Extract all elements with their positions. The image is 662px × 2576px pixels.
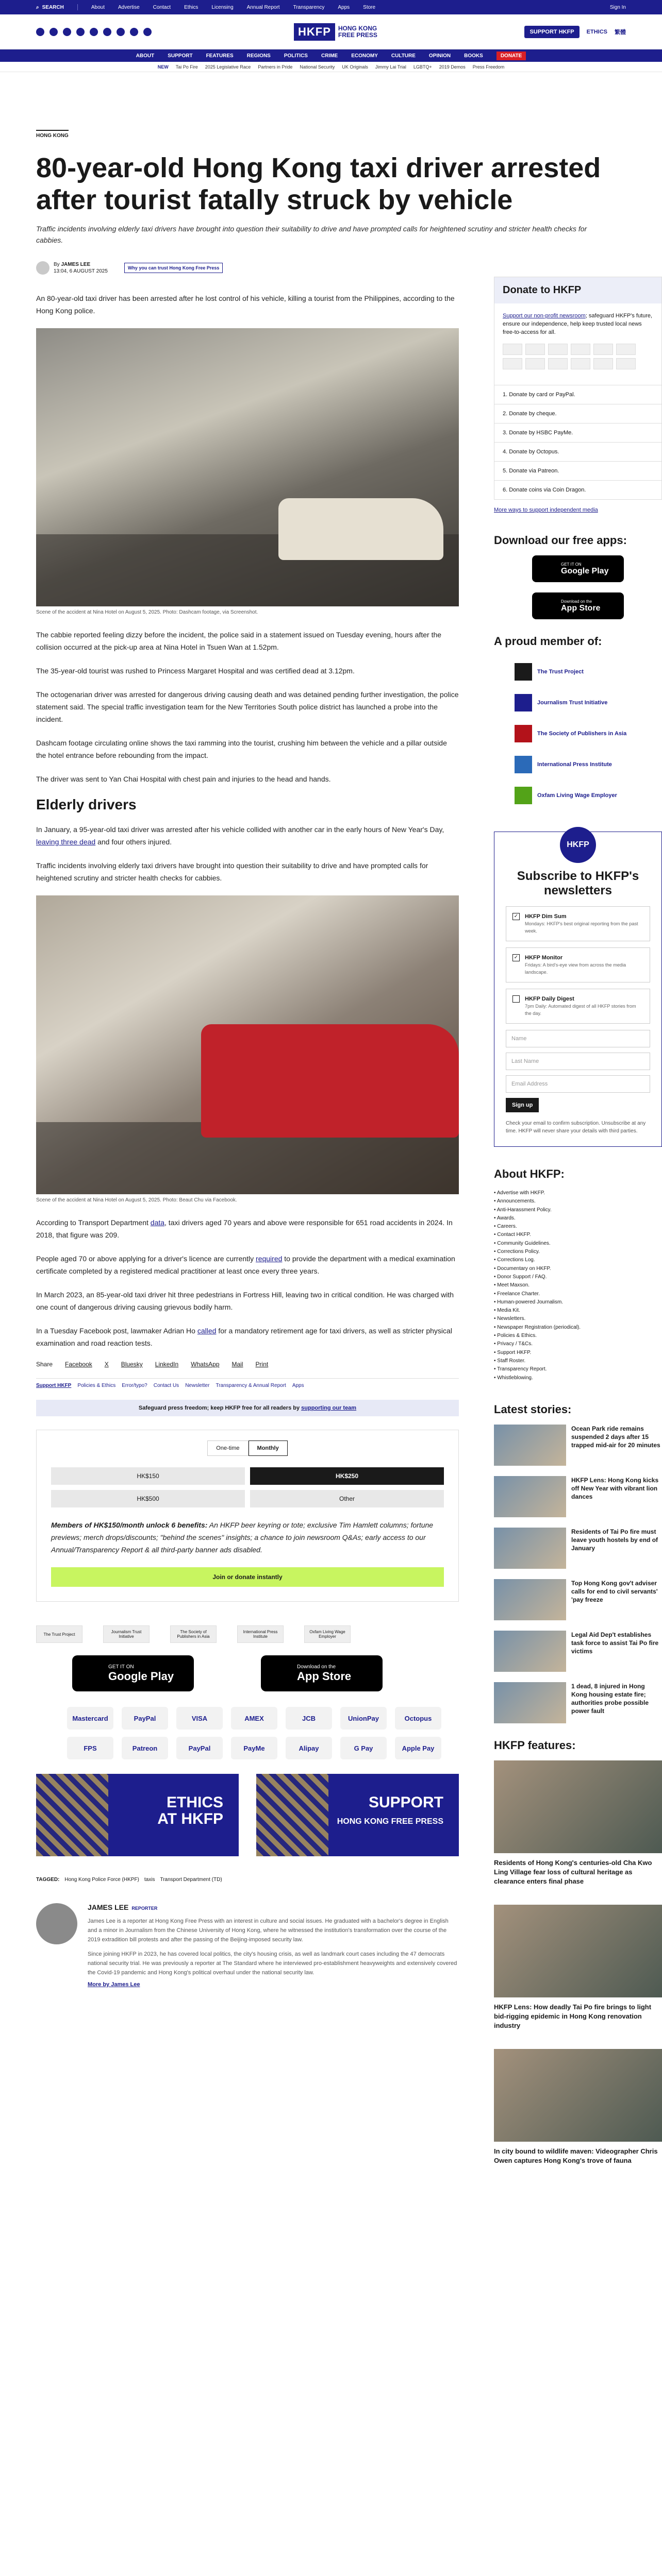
payment-methods xyxy=(67,1707,459,1759)
donate-option[interactable]: 1. Donate by card or PayPal. xyxy=(494,385,661,404)
first-name-input[interactable]: Name xyxy=(506,1030,650,1047)
about-link[interactable]: • Support HKFP. xyxy=(494,1349,662,1357)
amount-option-selected[interactable]: HK$250 xyxy=(250,1467,444,1485)
about-link[interactable]: • Careers. xyxy=(494,1223,662,1231)
author-bio xyxy=(36,1903,459,1988)
utility-bar xyxy=(0,0,662,14)
latest-title: Latest stories: xyxy=(494,1402,572,1416)
feature-story[interactable]: Residents of Hong Kong's centuries-old Cha Kwo Ling Village fear loss of cultural heritage as clearance enters final phase xyxy=(494,1760,662,1886)
trending-bar xyxy=(0,62,662,72)
amount-option[interactable]: HK$150 xyxy=(51,1467,245,1485)
nav-support[interactable]: SUPPORT xyxy=(168,53,193,59)
share-facebook[interactable]: Facebook xyxy=(65,1361,92,1368)
google-play-button[interactable]: GET IT ON Google Play xyxy=(532,555,624,582)
support-hkfp-link[interactable]: Support HKFP xyxy=(36,1383,72,1388)
nav-opinion[interactable]: OPINION xyxy=(428,53,451,59)
amount-option[interactable]: Other xyxy=(250,1490,444,1507)
feature-story[interactable]: In city bound to wildlife maven: Videographer Chris Owen captures Hong Kong's trove of fauna xyxy=(494,2049,662,2165)
threads-icon[interactable] xyxy=(76,28,85,36)
member-logo[interactable]: Oxfam Living Wage Employer xyxy=(494,780,662,811)
article-title: 80-year-old Hong Kong taxi driver arrested after tourist fatally struck by vehicle xyxy=(36,152,601,215)
donate-option[interactable]: 5. Donate via Patreon. xyxy=(494,461,661,480)
nav-economy[interactable]: ECONOMY xyxy=(351,53,378,59)
trust-link[interactable]: Why you can trust Hong Kong Free Press xyxy=(124,263,223,273)
site-logo[interactable]: HKFP HONG KONG FREE PRESS xyxy=(294,23,377,41)
checkbox[interactable] xyxy=(512,995,520,1003)
about-link[interactable]: • Anti-Harassment Policy. xyxy=(494,1206,662,1214)
member-logo[interactable]: The Society of Publishers in Asia xyxy=(494,718,662,749)
octopus-icon: Octopus xyxy=(395,1707,441,1730)
newsletter-option[interactable]: ✓ HKFP Dim Sum Mondays: HKFP's best original reporting from the past week. xyxy=(506,906,650,941)
newsletter-title: Subscribe to HKFP's newsletters xyxy=(517,869,639,897)
feature-image xyxy=(494,2049,662,2142)
section-heading: Elderly drivers xyxy=(36,796,137,812)
payme-icon: PayMe xyxy=(231,1737,277,1759)
nonprofit-link[interactable]: Support our non-profit newsroom xyxy=(503,313,586,319)
article-photo xyxy=(36,895,459,1194)
member-title: A proud member of: xyxy=(494,635,602,648)
footer-link[interactable]: Transparency & Annual Report xyxy=(216,1383,286,1388)
sign-in-link[interactable]: Sign In xyxy=(609,4,626,10)
latest-story[interactable]: Top Hong Kong gov't adviser calls for end to civil servants' 'pay freeze xyxy=(494,1579,662,1620)
story-thumbnail xyxy=(494,1476,566,1517)
topbar-link-transparency[interactable]: Transparency xyxy=(293,4,325,10)
photo-caption: Scene of the accident at Nina Hotel on August 5, 2025. Photo: Beaut Chu via Facebook. xyxy=(36,1197,237,1203)
trending-item[interactable]: Tai Po Fire xyxy=(175,64,198,70)
paragraph: In March 2023, an 85-year-old taxi driver hit three pedestrians in Fortress Hill, leaving two in critical condition. He was charged with one count of dangerous driving causing grievous bodily harm. xyxy=(36,1291,454,1311)
patreon-icon: Patreon xyxy=(122,1737,168,1759)
nav-donate[interactable]: DONATE xyxy=(496,52,526,60)
story-thumbnail xyxy=(494,1579,566,1620)
more-by-author-link[interactable]: More by James Lee xyxy=(88,1981,140,1988)
share-print[interactable]: Print xyxy=(255,1361,269,1368)
site-header xyxy=(0,14,662,49)
trending-item[interactable]: National Security xyxy=(300,64,335,70)
about-link[interactable]: • Community Guidelines. xyxy=(494,1240,662,1248)
tags-label: TAGGED: xyxy=(36,1877,60,1883)
byline: By JAMES LEE 13:04, 6 AUGUST 2025 Why you can trust Hong Kong Free Press xyxy=(36,261,626,275)
app-store-button[interactable]: Download on the App Store xyxy=(532,592,624,619)
one-time-option[interactable]: One-time xyxy=(207,1440,248,1456)
author-photo xyxy=(36,1903,77,1944)
paragraph: People aged 70 or above applying for a driver's licence are currently required to provide the department with a medical examination certificate completed by a registered medical practitioner at least once every three years. xyxy=(36,1255,455,1275)
about-link[interactable]: • Newsletters. xyxy=(494,1315,662,1323)
amount-option[interactable]: HK$500 xyxy=(51,1490,245,1507)
story-thumbnail xyxy=(494,1528,566,1569)
card-logos xyxy=(503,344,653,369)
facebook-icon[interactable] xyxy=(36,28,44,36)
about-link[interactable]: • Donor Support / FAQ. xyxy=(494,1273,662,1281)
divider xyxy=(77,4,78,10)
category-kicker[interactable]: HONG KONG xyxy=(36,130,69,139)
donate-widget xyxy=(36,1430,459,1602)
share-label: Share xyxy=(36,1361,53,1368)
nav-books[interactable]: BOOKS xyxy=(464,53,483,59)
latest-story[interactable]: Ocean Park ride remains suspended 2 days after 15 trapped mid-air for 20 minutes xyxy=(494,1425,662,1466)
author-name: JAMES LEE xyxy=(88,1903,129,1911)
about-link[interactable]: • Awards. xyxy=(494,1214,662,1223)
topbar-link-advertise[interactable]: Advertise xyxy=(118,4,140,10)
nav-regions[interactable]: REGIONS xyxy=(246,53,271,59)
about-link[interactable]: • Newspaper Registration (periodical). xyxy=(494,1324,662,1332)
more-ways-link[interactable]: More ways to support independent media xyxy=(494,507,598,513)
ethics-banner[interactable]: ETHICS AT HKFP xyxy=(36,1774,239,1856)
publish-date: 13:04, 6 AUGUST 2025 xyxy=(54,268,108,274)
topbar-link-licensing[interactable]: Licensing xyxy=(211,4,234,10)
donate-option[interactable]: 6. Donate coins via Coin Dragon. xyxy=(494,480,661,499)
trending-item[interactable]: Partners in Pride xyxy=(258,64,293,70)
donate-option[interactable]: 3. Donate by HSBC PayMe. xyxy=(494,423,661,442)
topbar-link-annual-report[interactable]: Annual Report xyxy=(246,4,280,10)
share-linkedin[interactable]: LinkedIn xyxy=(155,1361,179,1368)
latest-story[interactable]: Residents of Tai Po fire must leave youth hostels by end of January xyxy=(494,1528,662,1569)
search-icon: ⌕ xyxy=(36,4,39,10)
bluesky-icon[interactable] xyxy=(103,28,111,36)
share-bluesky[interactable]: Bluesky xyxy=(121,1361,143,1368)
apple-pay-icon: Apple Pay xyxy=(395,1737,441,1759)
topbar-link-contact[interactable]: Contact xyxy=(153,4,171,10)
feature-image xyxy=(494,1905,662,1997)
tag-link[interactable]: Transport Department (TD) xyxy=(160,1877,222,1883)
google-pay-icon: G Pay xyxy=(340,1737,387,1759)
last-name-input[interactable]: Last Name xyxy=(506,1053,650,1070)
promo-banners xyxy=(36,1774,459,1856)
telegram-icon[interactable] xyxy=(130,28,138,36)
linkedin-icon[interactable] xyxy=(117,28,125,36)
footer-link[interactable]: Apps xyxy=(292,1383,304,1388)
footer-link[interactable]: Policies & Ethics xyxy=(77,1383,116,1388)
trending-item[interactable]: Jimmy Lai Trial xyxy=(375,64,406,70)
badge-jti[interactable]: Journalism Trust Initiative xyxy=(103,1625,150,1643)
about-link[interactable]: • Staff Roster. xyxy=(494,1357,662,1365)
hkfp-logo: HKFP xyxy=(560,827,596,863)
features-title: HKFP features: xyxy=(494,1738,576,1752)
checkbox[interactable]: ✓ xyxy=(512,913,520,920)
inline-link[interactable]: called xyxy=(197,1327,217,1335)
about-link[interactable]: • Freelance Charter. xyxy=(494,1290,662,1298)
inline-link[interactable]: required xyxy=(256,1255,283,1263)
tag-link[interactable]: Hong Kong Police Force (HKPF) xyxy=(64,1877,139,1883)
alipay-icon: Alipay xyxy=(286,1737,332,1759)
badge-sopa[interactable]: The Society of Publishers in Asia xyxy=(170,1625,217,1643)
amex-icon: AMEX xyxy=(231,1707,277,1730)
app-store-buttons xyxy=(72,1655,459,1691)
mastodon-icon[interactable] xyxy=(143,28,152,36)
article-photo xyxy=(36,328,459,606)
donate-box: Donate to HKFP Support our non-profit newsroom; safeguard HKFP's future, ensure our independence, help keep trusted local news free-to-access for all. 1. Donate by card or PayPal. 2. Donate by cheque. 3. Donate by HSBC PayMe. 4. Donate by Octopus. 5. Donate via Patreon. 6. Donate coins via Coin Dragon. xyxy=(494,277,662,500)
about-link[interactable]: • Corrections Policy. xyxy=(494,1248,662,1256)
paragraph: The cabbie reported feeling dizzy before the incident, the police said in a statement issued on Tuesday evening, hours after the collision occurred at the pick-up area at Nina Hotel in Tsuen Wan at 1.52pm. xyxy=(36,631,442,651)
member-badges xyxy=(36,1625,459,1643)
member-logo[interactable]: The Trust Project xyxy=(494,656,662,687)
support-hkfp-button[interactable]: SUPPORT HKFP xyxy=(524,26,579,38)
about-link[interactable]: • Privacy / T&Cs. xyxy=(494,1340,662,1348)
amount-options xyxy=(51,1467,444,1507)
search-button[interactable]: ⌕ SEARCH xyxy=(36,4,64,10)
about-link[interactable]: • Documentary on HKFP. xyxy=(494,1265,662,1273)
about-links xyxy=(494,1189,662,1382)
paragraph: An 80-year-old taxi driver has been arrested after he lost control of his vehicle, killing a tourist from the Philippines, according to the Hong Kong police. xyxy=(36,294,455,315)
about-link[interactable]: • Whistleblowing. xyxy=(494,1374,662,1382)
share-whatsapp[interactable]: WhatsApp xyxy=(191,1361,220,1368)
instagram-icon[interactable] xyxy=(63,28,71,36)
paragraph: In January, a 95-year-old taxi driver was arrested after his vehicle collided with another car in the early hours of New Year's Day, leaving three dead and four others injured. xyxy=(36,825,444,846)
article-tags xyxy=(36,1877,459,1883)
share-mail[interactable]: Mail xyxy=(231,1361,243,1368)
support-team-link[interactable]: supporting our team xyxy=(301,1405,357,1411)
author-bio-text: Since joining HKFP in 2023, he has covered local politics, the city's housing crisis, as well as landmark court cases including the 47 democrats national security trial. He was previously a reporter at The Standard where he interviewed pro-establishment heavyweights and extensively covered the Covid-19 pandemic and Hong Kong's political overhaul under the national security law. xyxy=(88,1951,457,1976)
member-logo[interactable]: International Press Institute xyxy=(494,749,662,780)
story-thumbnail xyxy=(494,1425,566,1466)
trending-item[interactable]: 2019 Demos xyxy=(439,64,466,70)
inline-link[interactable]: leaving three dead xyxy=(36,838,96,846)
tag-link[interactable]: taxis xyxy=(144,1877,155,1883)
nav-features[interactable]: FEATURES xyxy=(206,53,234,59)
footer-link[interactable]: Contact Us xyxy=(153,1383,179,1388)
support-links xyxy=(36,1378,459,1388)
about-title: About HKFP: xyxy=(494,1167,565,1180)
sidebar xyxy=(494,284,662,2184)
paragraph: According to Transport Department data, taxi drivers aged 70 years and above were responsible for 651 road accidents in 2024. In 2018, that figure was 209. xyxy=(36,1218,453,1239)
topbar-link-ethics[interactable]: Ethics xyxy=(184,4,198,10)
visa-icon: VISA xyxy=(176,1707,223,1730)
monthly-option[interactable]: Monthly xyxy=(249,1440,288,1456)
badge-trust-project[interactable]: The Trust Project xyxy=(36,1625,82,1643)
paragraph: The driver was sent to Yan Chai Hospital with chest pain and injuries to the head and hands. xyxy=(36,775,331,783)
footer-link[interactable]: Newsletter xyxy=(185,1383,210,1388)
nav-crime[interactable]: CRIME xyxy=(321,53,338,59)
about-link[interactable]: • Advertise with HKFP. xyxy=(494,1189,662,1197)
donate-title: Donate to HKFP xyxy=(494,277,661,303)
feature-image xyxy=(494,1760,662,1853)
story-thumbnail xyxy=(494,1682,566,1723)
inline-link[interactable]: data xyxy=(150,1218,165,1227)
article-standfirst: Traffic incidents involving elderly taxi drivers have brought into question their suitability to drive and have prompted calls for heightened scrutiny and stricter health checks for cabbies. xyxy=(36,225,587,244)
feature-story[interactable]: HKFP Lens: How deadly Tai Po fire brings to light bid-rigging epidemic in Hong Kong renovation industry xyxy=(494,1905,662,2030)
about-link[interactable]: • Meet Maxson. xyxy=(494,1281,662,1290)
donate-option[interactable]: 4. Donate by Octopus. xyxy=(494,442,661,461)
donate-option[interactable]: 2. Donate by cheque. xyxy=(494,404,661,423)
email-input[interactable]: Email Address xyxy=(506,1075,650,1093)
support-banner[interactable]: SUPPORT HONG KONG FREE PRESS xyxy=(256,1774,459,1856)
footer-link[interactable]: Error/typo? xyxy=(122,1383,147,1388)
about-link[interactable]: • Transparency Report. xyxy=(494,1365,662,1374)
paragraph: Dashcam footage circulating online shows the taxi ramming into the tourist, crushing him between the vehicle and a pillar outside the hotel entrance before rebounding from the impact. xyxy=(36,739,447,759)
checkbox[interactable]: ✓ xyxy=(512,954,520,961)
trending-item[interactable]: 2025 Legislative Race xyxy=(205,64,251,70)
about-link[interactable]: • Contact HKFP. xyxy=(494,1231,662,1239)
paypal-icon: PayPal xyxy=(176,1737,223,1759)
about-link[interactable]: • Media Kit. xyxy=(494,1307,662,1315)
safeguard-banner: Safeguard press freedom; keep HKFP free for all readers by supporting our team xyxy=(36,1400,459,1416)
story-thumbnail xyxy=(494,1631,566,1672)
nav-politics[interactable]: POLITICS xyxy=(284,53,308,59)
topbar-link-apps[interactable]: Apps xyxy=(338,4,350,10)
ethics-link[interactable]: ETHICS xyxy=(586,28,607,35)
latest-story[interactable]: 1 dead, 8 injured in Hong Kong housing estate fire; authorities probe possible power fault xyxy=(494,1682,662,1723)
photo-caption: Scene of the accident at Nina Hotel on August 5, 2025. Photo: Dashcam footage, via Screenshot. xyxy=(36,609,258,615)
apps-title: Download our free apps: xyxy=(494,534,627,547)
author-link[interactable]: JAMES LEE xyxy=(61,262,91,267)
author-bio-text: James Lee is a reporter at Hong Kong Free Press with an interest in culture and social issues. He graduated with a bachelor's degree in English and a minor in Journalism from the Chinese University of Hong Kong, where he witnessed the institution's transformation over the course of the 2019 extradition bill protests and after the passing of the Beijing-imposed security law. xyxy=(88,1918,449,1943)
newsletter-option[interactable]: ✓ HKFP Monitor Fridays: A bird's-eye view from across the media landscape. xyxy=(506,947,650,982)
member-benefits: Members of HK$150/month unlock 6 benefits: An HKFP beer keyring or tote; exclusive Tim Hamlett columns; fortune previews; merch drops/discounts; "behind the scenes" insights; a chance to join newsroom Q&As; early access to our Annual/Transparency Report & all third-party banner ads disabled. xyxy=(51,1521,434,1554)
youtube-icon[interactable] xyxy=(90,28,98,36)
about-link[interactable]: • Policies & Ethics. xyxy=(494,1332,662,1340)
latest-story[interactable]: HKFP Lens: Hong Kong kicks off New Year with vibrant lion dances xyxy=(494,1476,662,1517)
unionpay-icon: UnionPay xyxy=(340,1707,387,1730)
author-avatar xyxy=(36,261,49,275)
latest-story[interactable]: Legal Aid Dep't establishes task force to assist Tai Po fire victims xyxy=(494,1631,662,1672)
trending-item[interactable]: Press Freedom xyxy=(472,64,505,70)
badge-oxfam[interactable]: Oxfam Living Wage Employer xyxy=(304,1625,351,1643)
article-header xyxy=(0,130,662,275)
nav-about[interactable]: ABOUT xyxy=(136,53,155,59)
newsletter-option[interactable]: HKFP Daily Digest 7pm Daily: Automated digest of all HKFP stories from the day. xyxy=(506,989,650,1024)
paypal-icon: PayPal xyxy=(122,1707,168,1730)
signup-button[interactable]: Sign up xyxy=(506,1098,539,1112)
nav-culture[interactable]: CULTURE xyxy=(391,53,416,59)
newsletter-signup xyxy=(494,832,662,1147)
paragraph: The octogenarian driver was arrested for dangerous driving causing death and was detained pending further investigation, the police statement said. The special traffic investigation team for the New Territories South police district has launched a probe into the incident. xyxy=(36,690,459,723)
about-link[interactable]: • Human-powered Journalism. xyxy=(494,1298,662,1307)
article-body xyxy=(36,292,459,2184)
trending-item[interactable]: LGBTQ+ xyxy=(413,64,432,70)
badge-ipi[interactable]: International Press Institute xyxy=(237,1625,284,1643)
paragraph: In a Tuesday Facebook post, lawmaker Adrian Ho called for a mandatory retirement age for taxi drivers, as well as stricter physical examination and road reaction tests. xyxy=(36,1327,452,1347)
topbar-link-about[interactable]: About xyxy=(91,4,105,10)
google-play-button[interactable]: GET IT ON Google Play xyxy=(72,1655,194,1691)
topbar-link-store[interactable]: Store xyxy=(363,4,376,10)
join-donate-button[interactable]: Join or donate instantly xyxy=(51,1567,444,1587)
language-switch[interactable]: 繁體 xyxy=(615,29,626,36)
trending-label: NEW xyxy=(157,64,169,70)
member-logo[interactable]: Journalism Trust Initiative xyxy=(494,687,662,718)
paragraph: Traffic incidents involving elderly taxi drivers have brought into question their suitability to drive and have prompted calls for heightened scrutiny and stricter health checks for cabbies. xyxy=(36,861,428,882)
paragraph: The 35-year-old tourist was rushed to Princess Margaret Hospital and was certified dead at 3.12pm. xyxy=(36,667,355,675)
newsletter-fineprint: Check your email to confirm subscription. Unsubscribe at any time. HKFP will never share your details with third parties. xyxy=(506,1121,646,1134)
frequency-toggle xyxy=(51,1440,444,1456)
main-nav xyxy=(0,49,662,62)
share-bar xyxy=(36,1361,459,1368)
jcb-icon: JCB xyxy=(286,1707,332,1730)
about-link[interactable]: • Announcements. xyxy=(494,1197,662,1206)
about-link[interactable]: • Corrections Log. xyxy=(494,1256,662,1264)
share-x[interactable]: X xyxy=(104,1361,109,1368)
x-icon[interactable] xyxy=(49,28,58,36)
fps-icon: FPS xyxy=(67,1737,113,1759)
trending-item[interactable]: UK Originals xyxy=(342,64,368,70)
mastercard-icon: Mastercard xyxy=(67,1707,113,1730)
author-role: REPORTER xyxy=(131,1906,158,1911)
social-links xyxy=(36,28,232,36)
app-store-button[interactable]: Download on the App Store xyxy=(261,1655,383,1691)
